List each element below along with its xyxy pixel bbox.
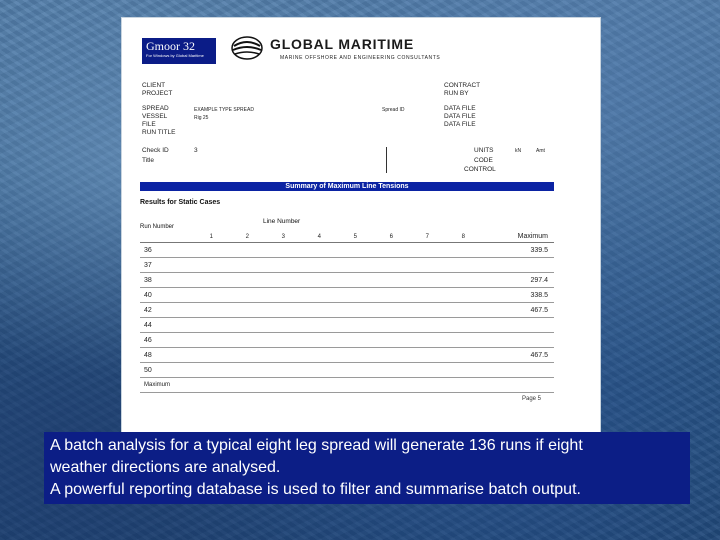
run-number-header: Run Number (140, 224, 175, 230)
table-row (140, 258, 554, 273)
units-label: UNITS (474, 147, 494, 154)
header-line-3: 3 (281, 233, 285, 240)
header-line-4: 4 (317, 233, 321, 240)
meta-run-by-label: RUN BY (444, 90, 469, 97)
run-number-cell: 42 (144, 306, 152, 314)
table-summary-row (140, 378, 554, 393)
table-row (140, 243, 554, 258)
caption-line-2: weather directions are analysed. (50, 459, 281, 476)
results-title: Results for Static Cases (140, 199, 221, 206)
caption-line-3: A powerful reporting database is used to filter and summarise batch output. (50, 481, 581, 498)
meta-client-label: CLIENT (142, 82, 166, 89)
maximum-cell: 297.4 (530, 276, 548, 284)
run-number-cell: 40 (144, 291, 152, 299)
meta-project-label: PROJECT (142, 90, 173, 97)
run-number-cell: 37 (144, 261, 152, 269)
meta-data-file-label-1: DATA FILE (444, 105, 476, 112)
units-extra: Amt (536, 148, 545, 154)
divider-line (386, 147, 387, 173)
meta-vessel-label: VESSEL (142, 113, 168, 120)
run-number-cell: 50 (144, 366, 152, 374)
table-row (140, 273, 554, 288)
gmoor-logo-name: Gmoor 32 (146, 39, 195, 53)
gmoor-logo (142, 38, 216, 64)
company-subtitle: MARINE OFFSHORE AND ENGINEERING CONSULTANTS (280, 55, 441, 61)
header-line-7: 7 (425, 233, 429, 240)
check-id-label: Check ID (142, 147, 169, 154)
check-id-value: 3 (194, 147, 198, 154)
units-value: kN (515, 148, 522, 154)
table-body (140, 243, 554, 393)
meta-spread-id: Spread ID (382, 107, 405, 113)
report-page (122, 18, 600, 438)
table-row (140, 363, 554, 378)
header-line-6: 6 (389, 233, 393, 240)
header-line-5: 5 (353, 233, 357, 240)
meta-data-file-label-3: DATA FILE (444, 121, 476, 128)
maximum-cell: 339.5 (530, 246, 548, 254)
table-row (140, 333, 554, 348)
summary-banner: Summary of Maximum Line Tensions (140, 182, 554, 191)
meta-data-file-label-2: DATA FILE (444, 113, 476, 120)
caption-box (44, 432, 690, 504)
line-number-header: Line Number (263, 218, 301, 225)
header-line-2: 2 (245, 233, 249, 240)
run-number-cell: 38 (144, 276, 152, 284)
maximum-cell: 338.5 (530, 291, 548, 299)
meta-spread-value: EXAMPLE TYPE SPREAD (194, 107, 254, 113)
table-row (140, 348, 554, 363)
tension-table (140, 231, 554, 393)
control-label: CONTROL (464, 166, 496, 173)
run-number-cell: 44 (144, 321, 152, 329)
header-maximum: Maximum (517, 233, 548, 240)
code-label: CODE (474, 157, 493, 164)
table-row (140, 288, 554, 303)
table-row (140, 303, 554, 318)
global-maritime-logo-icon (230, 35, 264, 61)
caption-line-1: A batch analysis for a typical eight leg spread will generate 136 runs if eight (50, 437, 583, 454)
page-number: Page 5 (522, 396, 542, 402)
table-row (140, 318, 554, 333)
title-label: Title (142, 157, 155, 164)
gmoor-logo-tagline: For Windows by Global Maritime (146, 53, 204, 58)
table-header-row (140, 231, 554, 243)
meta-contract-label: CONTRACT (444, 82, 481, 89)
maximum-cell: 467.5 (530, 351, 548, 359)
maximum-cell: 467.5 (530, 306, 548, 314)
header-line-1: 1 (209, 233, 213, 240)
run-number-cell: Maximum (144, 382, 171, 388)
run-number-cell: 48 (144, 351, 152, 359)
run-number-cell: 46 (144, 336, 152, 344)
company-title: GLOBAL MARITIME (270, 36, 414, 52)
meta-run-title-label: RUN TITLE (142, 129, 176, 136)
meta-spread-label: SPREAD (142, 105, 169, 112)
meta-vessel-value: Rig 25 (194, 115, 209, 121)
meta-file-label: FILE (142, 121, 156, 128)
header-line-8: 8 (461, 233, 465, 240)
run-number-cell: 36 (144, 246, 152, 254)
